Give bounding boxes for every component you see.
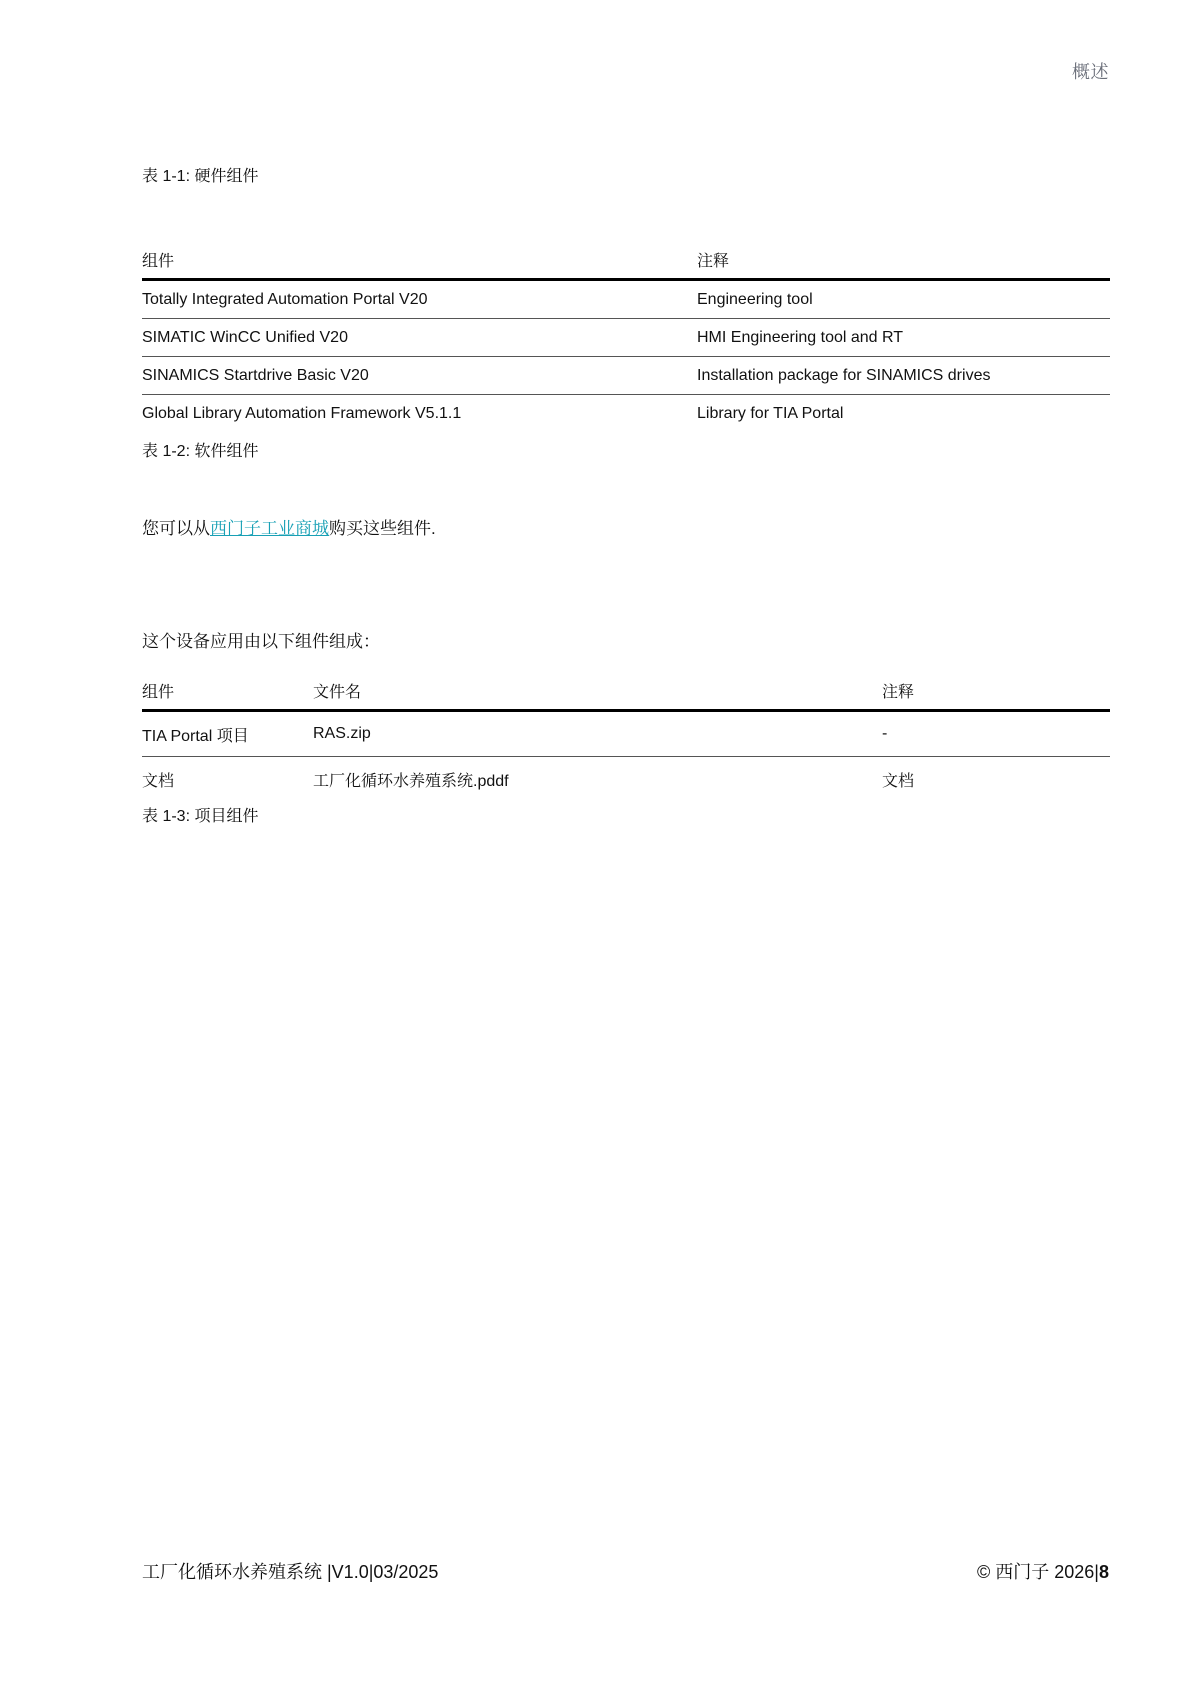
column-header-component: 组件 [142,683,175,701]
table-header-row [142,240,1110,278]
table-row [142,281,1110,318]
note-cell: Library for TIA Portal [697,404,844,422]
section-title: 概述 [1072,62,1109,82]
table-1-1-caption: 表 1-1: 硬件组件 [142,168,259,185]
component-cell: 文档 [142,772,175,790]
components-table [142,240,1110,432]
table-row [142,712,1110,756]
table-row [142,757,1110,801]
column-header-filename: 文件名 [313,683,362,701]
siemens-mall-link[interactable]: 西门子工业商城 [210,519,329,538]
component-cell: SIMATIC WinCC Unified V20 [142,328,348,346]
note-cell: Installation package for SINAMICS drives [697,366,991,384]
table-1-3-caption: 表 1-3: 项目组件 [142,808,259,825]
table-header-row [142,671,1110,709]
note-cell: - [882,725,888,742]
page-number: 8 [1098,1562,1109,1582]
column-header-note: 注释 [697,252,730,270]
footer-document-info: 工厂化循环水养殖系统 |V1.0|03/2025 [142,1562,439,1582]
component-cell: SINAMICS Startdrive Basic V20 [142,366,369,384]
filename-cell: 工厂化循环水养殖系统.pddf [313,772,509,790]
column-header-component: 组件 [142,252,175,270]
purchase-suffix: 购买这些组件. [329,519,436,538]
table-1-2-caption: 表 1-2: 软件组件 [142,443,259,460]
note-cell: HMI Engineering tool and RT [697,328,904,346]
note-cell: Engineering tool [697,290,813,308]
purchase-prefix: 您可以从 [142,519,210,538]
footer-copyright [977,1558,1109,1584]
copyright-text: © 西门子 2026| [977,1562,1099,1582]
column-header-note: 注释 [882,683,915,701]
project-intro: 这个设备应用由以下组件组成： [142,632,380,651]
note-cell: 文档 [882,772,915,790]
project-components-table [142,671,1110,801]
table-row [142,319,1110,356]
filename-cell: RAS.zip [313,725,371,742]
component-cell: Global Library Automation Framework V5.1.1 [142,404,462,422]
component-cell: Totally Integrated Automation Portal V20 [142,290,428,308]
table-row [142,395,1110,432]
table-row [142,357,1110,394]
purchase-paragraph [142,514,436,539]
component-cell: TIA Portal 项目 [142,727,249,745]
